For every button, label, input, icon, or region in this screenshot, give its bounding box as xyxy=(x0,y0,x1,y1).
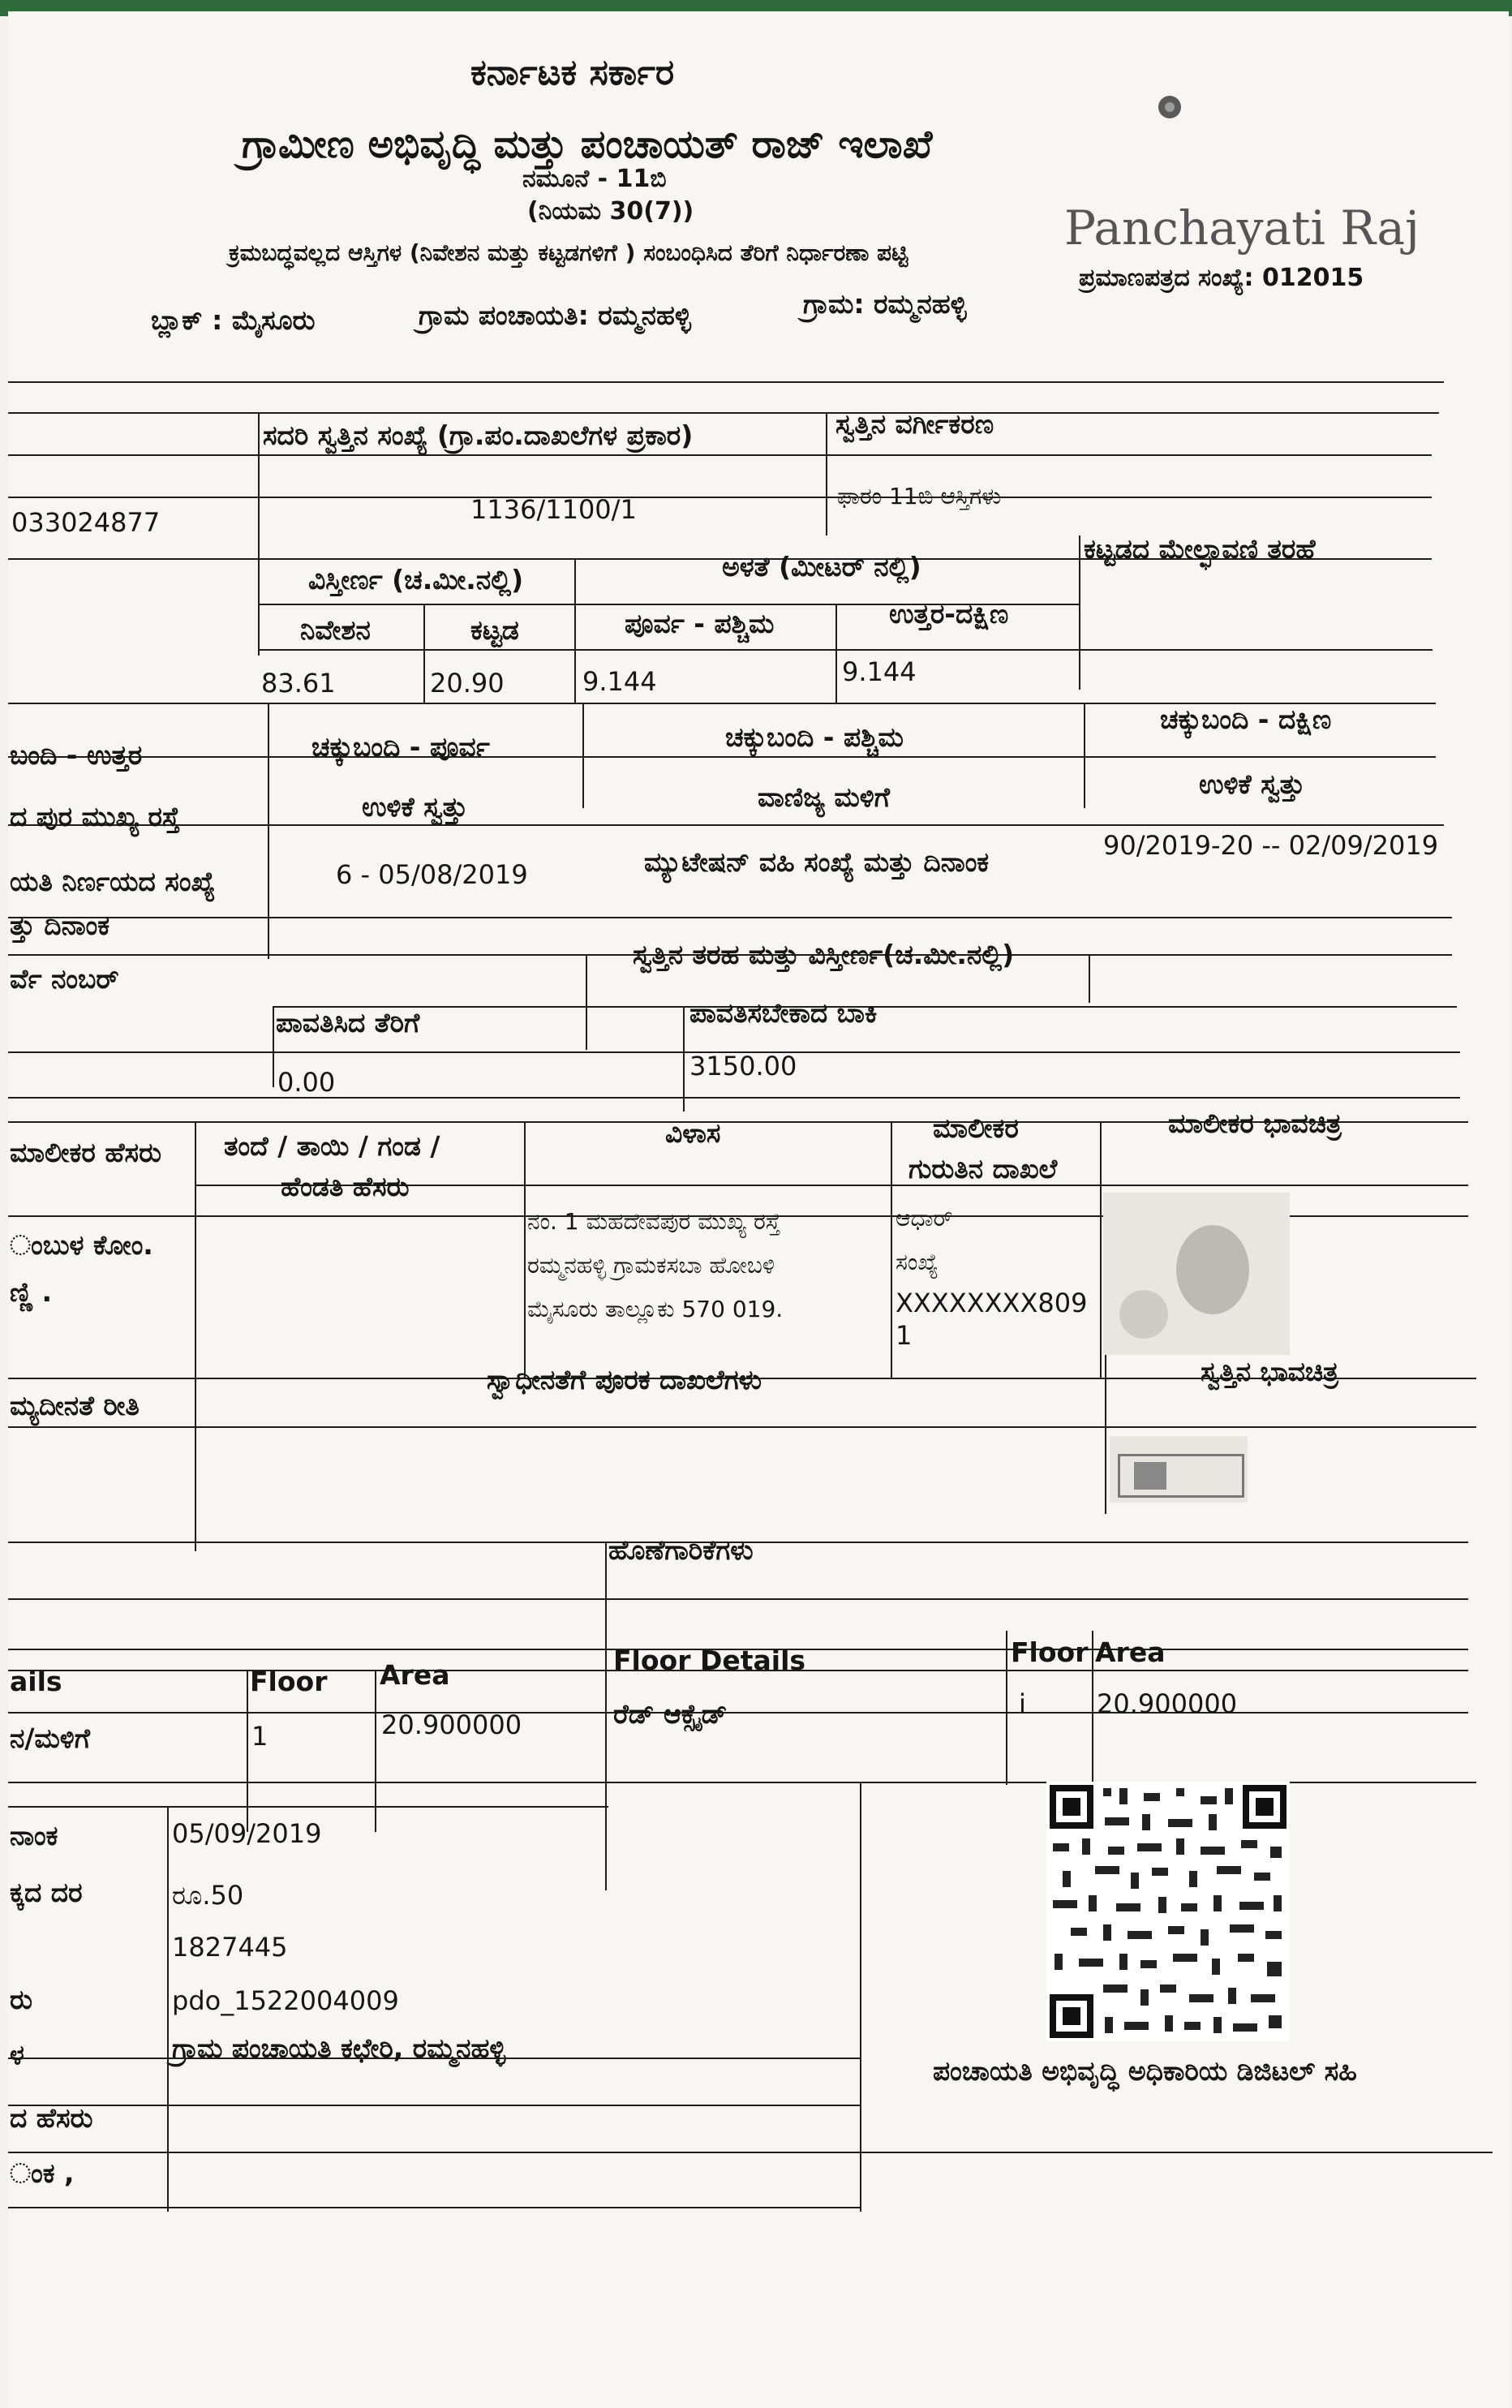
boundary-west-label: ಚಕ್ಕುಬಂದಿ - ಪಶ್ಚಿಮ xyxy=(725,721,904,753)
tax-paid-value: 0.00 xyxy=(277,1067,336,1098)
gram-panchayat-name: ಗ್ರಾಮ ಪಂಚಾಯತಿ: ರಮ್ಮನಹಳ್ಳಿ xyxy=(419,299,691,331)
site-label: ನಿವೇಶನ xyxy=(300,614,371,646)
property-photo xyxy=(1110,1436,1248,1503)
boundary-north-value: ದ ಪುರ ಮುಖ್ಯ ರಸ್ತೆ xyxy=(10,801,180,832)
digital-signature-label: ಪಂಚಾಯತಿ ಅಭಿವೃದ್ಧಿ ಅಧಿಕಾರಿಯ ಡಿಜಿಟಲ್ ಸಹಿ xyxy=(933,2055,1357,2087)
id-number-1: XXXXXXXX809 xyxy=(896,1288,1088,1318)
roof-type-label: ಕಟ್ಟಡದ ಮೇಲ್ಛಾವಣಿ ತರಹೆ xyxy=(1084,533,1316,565)
address-label: ವಿಳಾಸ xyxy=(665,1117,721,1149)
govt-title: ಕರ್ನಾಟಕ ಸರ್ಕಾರ xyxy=(470,52,675,93)
floors-left-floor-label: Floor xyxy=(250,1666,328,1697)
resolution-value: 6 - 05/08/2019 xyxy=(336,859,528,890)
floors-right-area: 20.900000 xyxy=(1097,1688,1238,1719)
footer-date: 05/09/2019 xyxy=(172,1818,322,1849)
emblem-icon xyxy=(1152,89,1188,125)
form-subtitle: ಕ್ರಮಬದ್ಧವಲ್ಲದ ಆಸ್ತಿಗಳ (ನಿವೇಶನ ಮತ್ತು ಕಟ್ಟಡಗಳಿಗೆ ) ಸಂಬಂಧಿಸಿದ ತೆರಿಗೆ ನಿರ್ಧಾರಣಾ ಪಟ್ಟಿ xyxy=(229,239,908,266)
owner-name-label: ಮಾಲೀಕರ ಹೆಸರು xyxy=(10,1137,162,1168)
rule-number: (ನಿಯಮ 30(7)) xyxy=(527,197,694,226)
id-type-1: ಆಧಾರ್ xyxy=(896,1205,953,1232)
address-line-1: ನಂ. 1 ಮಹದೇವಪುರ ಮುಖ್ಯ ರಸ್ತೆ xyxy=(527,1208,781,1235)
footer-fee-label: ಕ್ಕದ ದರ xyxy=(10,1877,83,1908)
classification-value: ಫಾರಂ 11ಬಿ ಆಸ್ತಿಗಳು xyxy=(837,483,1002,510)
id-type-2: ಸಂಖ್ಯೆ xyxy=(896,1249,939,1275)
north-south-label: ಉತ್ತರ-ದಕ್ಷಿಣ xyxy=(889,598,1009,630)
tax-due-label: ಪಾವತಿಸಬೇಕಾದ ಬಾಕಿ xyxy=(689,997,878,1029)
sadari-number: 1136/1100/1 xyxy=(470,494,637,525)
footer-date-label: ನಾಂಕ xyxy=(10,1820,58,1851)
property-type-area-label: ಸ್ವತ್ತಿನ ತರಹ ಮತ್ತು ವಿಸ್ತೀರ್ಣ(ಚ.ಮೀ.ನಲ್ಲಿ) xyxy=(633,939,1015,970)
footer-user-id: pdo_1522004009 xyxy=(172,1985,399,2016)
footer-office-label: ಳ xyxy=(10,2039,24,2070)
floors-left-details-label: ails xyxy=(10,1666,62,1697)
mutation-label: ಮ್ಯುಟೇಷನ್ ವಹಿ ಸಂಖ್ಯೆ ಮತ್ತು ದಿನಾಂಕ xyxy=(644,846,990,878)
village-name: ಗ್ರಾಮ: ರಮ್ಮನಹಳ್ಳಿ xyxy=(803,288,967,320)
floors-right-floor-label: Floor xyxy=(1011,1636,1089,1668)
owner-name-2: ಣ್ಣಿ . xyxy=(10,1276,53,1308)
certificate-number: ಪ್ರಮಾಣಪತ್ರದ ಸಂಖ್ಯೆ: 012015 xyxy=(1079,264,1364,292)
form-number: ನಮೂನೆ - 11ಬಿ xyxy=(522,165,667,193)
ownership-mode-label: ಮ್ಯದೀನತೆ ರೀತಿ xyxy=(10,1390,140,1421)
boundary-north-label: ಬಂದಿ - ಉತ್ತರ xyxy=(10,739,143,771)
ownership-docs-label: ಸ್ವಾಧೀನತೆಗೆ ಪೂರಕ ದಾಖಲೆಗಳು xyxy=(487,1364,762,1395)
building-label: ಕಟ್ಟಡ xyxy=(470,614,519,646)
footer-sign-label: ಂಕ , xyxy=(10,2157,75,2189)
block-name: ಬ್ಲಾಕ್ : ಮೈಸೂರು xyxy=(151,304,316,336)
boundary-east-label: ಚಕ್ಕುಬಂದಿ - ಪೂರ್ವ xyxy=(311,731,490,763)
qr-code xyxy=(1046,1782,1290,2041)
tax-paid-label: ಪಾವತಿಸಿದ ತೆರಿಗೆ xyxy=(276,1007,420,1038)
owner-photo xyxy=(1103,1193,1290,1355)
owner-photo-label: ಮಾಲೀಕರ ಭಾವಚಿತ್ರ xyxy=(1168,1107,1342,1139)
sadari-property-label: ಸದರಿ ಸ್ವತ್ತಿನ ಸಂಖ್ಯೆ (ಗ್ರಾ.ಪಂ.ದಾಖಲೆಗಳ ಪ್ರಕಾರ) xyxy=(263,419,694,451)
id-number-2: 1 xyxy=(896,1320,913,1351)
east-west-label: ಪೂರ್ವ - ಪಶ್ಚಿಮ xyxy=(625,608,775,639)
site-area-value: 83.61 xyxy=(261,668,336,699)
id-proof-label-2: ಗುರುತಿನ ದಾಖಲೆ xyxy=(908,1153,1058,1185)
boundary-south-value: ಉಳಿಕೆ ಸ್ವತ್ತು xyxy=(1199,768,1305,800)
address-line-3: ಮೈಸೂರು ತಾಲ್ಲೂಕು 570 019. xyxy=(527,1296,784,1322)
relation-label-2: ಹೆಂಡತಿ ಹೆಸರು xyxy=(281,1171,410,1202)
floors-left-floor: 1 xyxy=(251,1721,268,1752)
property-id: 033024877 xyxy=(11,507,161,538)
floors-right-type: ರೆಡ್ ಆಕ್ಸೈಡ್ xyxy=(613,1698,728,1730)
resolution-label-2: ತ್ತು ದಿನಾಂಕ xyxy=(10,909,110,941)
classification-label: ಸ್ವತ್ತಿನ ವರ್ಗೀಕರಣ xyxy=(835,408,994,440)
survey-number-label: ರ್ವೆ ನಂಬರ್ xyxy=(10,963,119,995)
footer-fee: ರೂ.50 xyxy=(172,1880,244,1911)
building-area-value: 20.90 xyxy=(430,668,505,699)
boundary-south-label: ಚಕ್ಕುಬಂದಿ - ದಕ್ಷಿಣ xyxy=(1160,703,1332,735)
footer-user-label: ರು xyxy=(10,1984,32,2015)
floors-left-type: ನ/ಮಳಿಗೆ xyxy=(10,1722,90,1754)
footer-name-label: ದ ಹೆಸರು xyxy=(10,2102,93,2134)
liabilities-label: ಹೊಣೆಗಾರಿಕೆಗಳು xyxy=(608,1534,754,1566)
footer-receipt-number: 1827445 xyxy=(172,1932,288,1963)
floors-right-details-label: Floor Details xyxy=(613,1645,806,1676)
relation-label-1: ತಂದೆ / ತಾಯಿ / ಗಂಡ / xyxy=(224,1130,440,1162)
panchayati-raj-logo-text: Panchayati Raj xyxy=(1064,200,1420,256)
tax-due-value: 3150.00 xyxy=(689,1051,797,1081)
north-south-value: 9.144 xyxy=(842,656,917,687)
address-line-2: ರಮ್ಮನಹಳ್ಳಿ ಗ್ರಾಮಕಸಬಾ ಹೋಬಳಿ xyxy=(527,1252,775,1279)
dimensions-label: ಅಳತೆ (ಮೀಟರ್ ನಲ್ಲಿ) xyxy=(722,551,921,583)
id-proof-label-1: ಮಾಲೀಕರ xyxy=(933,1112,1019,1144)
boundary-west-value: ವಾಣಿಜ್ಯ ಮಳಿಗೆ xyxy=(758,781,890,813)
floors-right-area-label: Area xyxy=(1095,1636,1166,1668)
department-title: ಗ್ರಾಮೀಣ ಅಭಿವೃದ್ಧಿ ಮತ್ತು ಪಂಚಾಯತ್ ರಾಜ್ ಇಲಾಖೆ xyxy=(242,122,933,167)
area-label: ವಿಸ್ತೀರ್ಣ (ಚ.ಮೀ.ನಲ್ಲಿ) xyxy=(308,564,524,596)
owner-name-1: ಂಬುಳ ಕೋಂ. xyxy=(10,1229,153,1261)
boundary-east-value: ಉಳಿಕೆ ಸ್ವತ್ತು xyxy=(362,791,468,823)
floors-left-area: 20.900000 xyxy=(381,1709,522,1740)
mutation-value: 90/2019-20 -- 02/09/2019 xyxy=(1103,830,1439,861)
floors-right-floor: i xyxy=(1019,1688,1026,1719)
footer-office: ಗ್ರಾಮ ಪಂಚಾಯತಿ ಕಛೇರಿ, ರಮ್ಮನಹಳ್ಳಿ xyxy=(172,2032,506,2064)
east-west-value: 9.144 xyxy=(582,666,657,697)
floors-left-area-label: Area xyxy=(380,1659,450,1691)
resolution-label-1: ಯತಿ ನಿರ್ಣಯದ ಸಂಖ್ಯೆ xyxy=(10,866,216,897)
property-photo-label: ಸ್ವತ್ತಿನ ಭಾವಚಿತ್ರ xyxy=(1201,1356,1338,1387)
